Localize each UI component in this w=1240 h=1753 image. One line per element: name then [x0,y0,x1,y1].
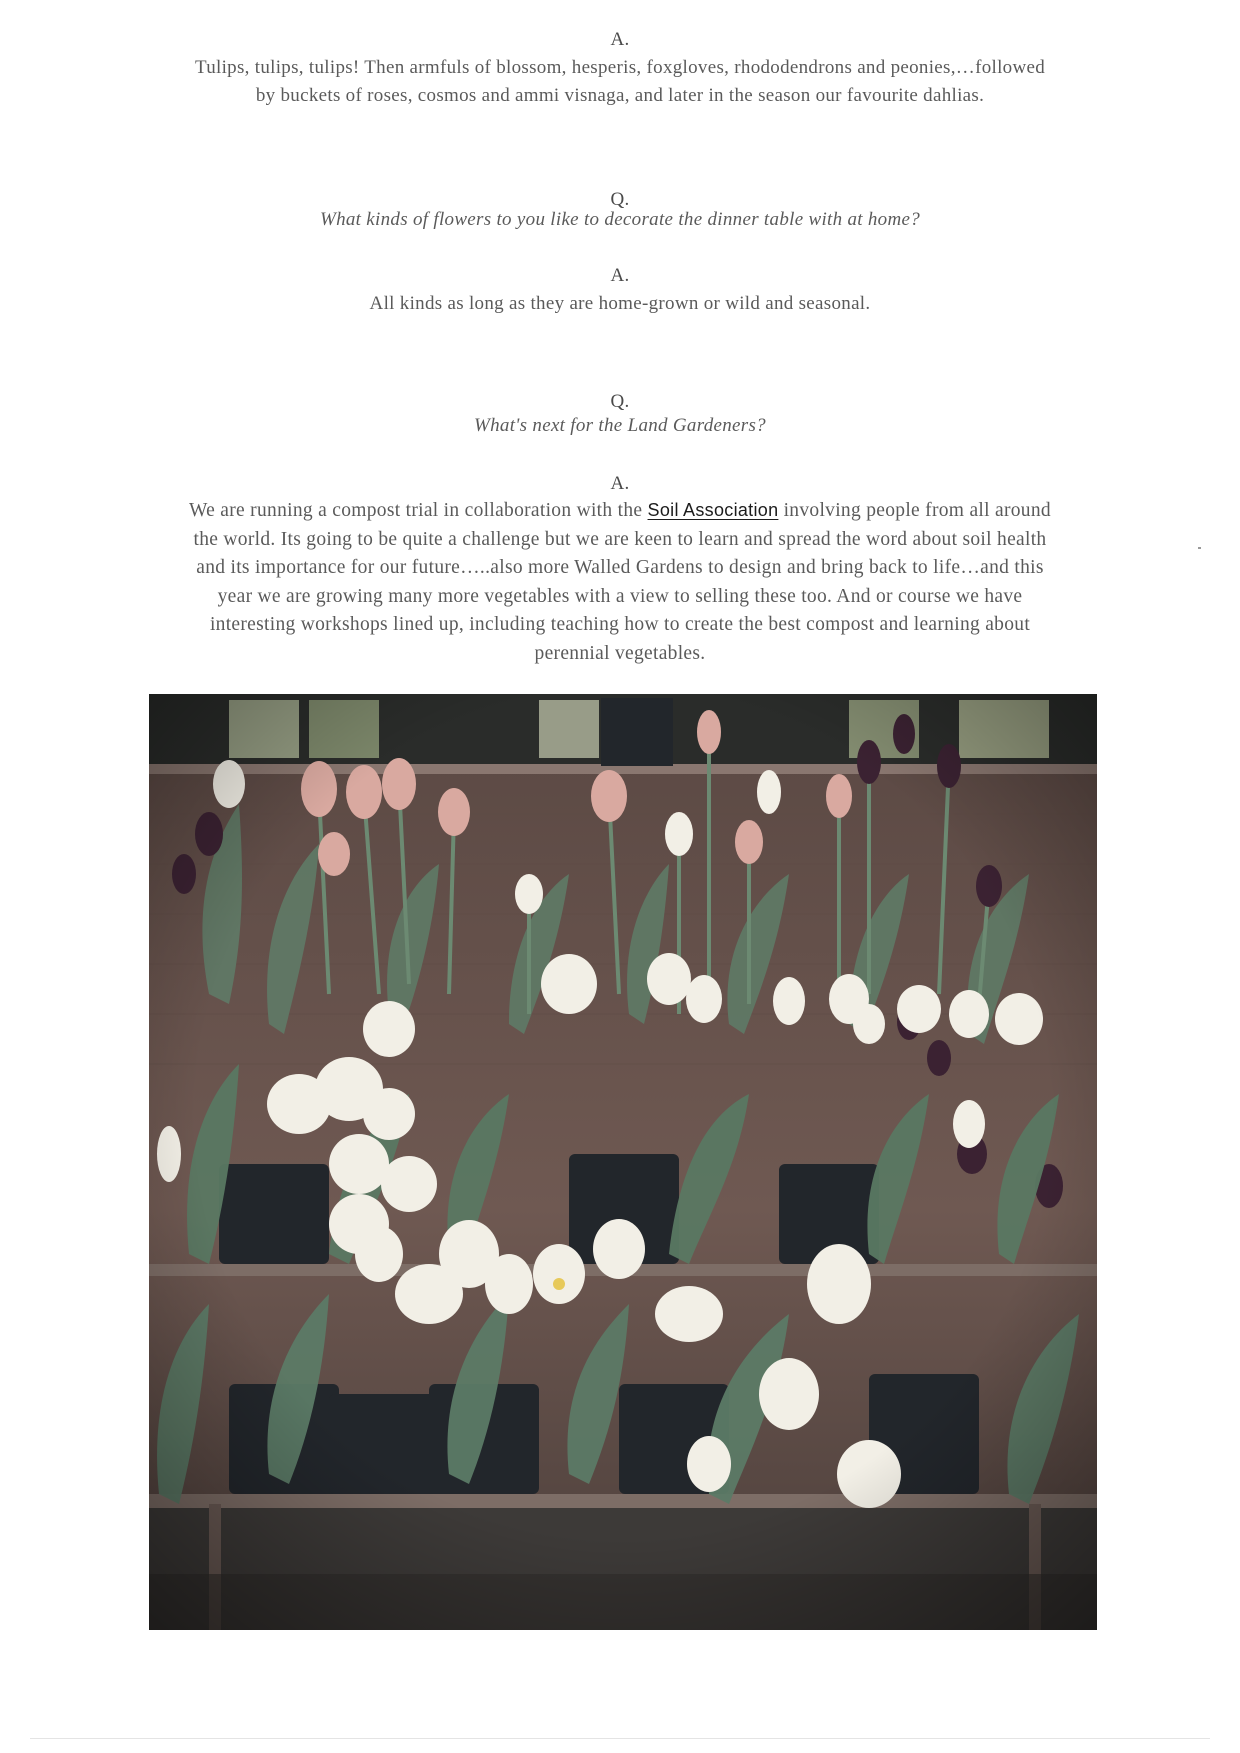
answer-text-line: perennial vegetables. [534,642,706,664]
answer-text-fragment: We are running a compost trial in collaboration with the [189,500,648,521]
scan-speck [1198,547,1201,549]
answer-label: A. [610,473,630,494]
answer-paragraph [160,496,1080,668]
tulips-photo [149,694,1097,1630]
answer-text-line: interesting workshops lined up, including teaching how to create the best compost and learning about [209,614,1031,635]
question-text: What's next for the Land Gardeners? [474,415,766,436]
scan-edge-line [30,1738,1210,1739]
answer-text-line: by buckets of roses, cosmos and ammi visnaga, and later in the season our favourite dahlias. [255,85,985,106]
question-label: Q. [610,391,630,412]
question-text: What kinds of flowers to you like to decorate the dinner table with at home? [319,209,921,230]
answer-text: All kinds as long as they are home-grown or wild and seasonal. [369,293,871,314]
answer-text-line: the world. Its going to be quite a challenge but we are keen to learn and spread the word about soil health [193,528,1047,550]
answer-text-line: Tulips, tulips, tulips! Then armfuls of blossom, hesperis, foxgloves, rhododendrons and peonies,…followed [194,57,1046,78]
answer-label: A. [610,265,630,286]
answer-text-line: and its importance for our future…..also more Walled Gardens to design and bring back to life…and this [196,557,1044,578]
answer-label: A. [610,29,630,50]
answer-text-line: year we are growing many more vegetables with a view to selling these too. And or course we have [217,585,1023,607]
answer-text-fragment: involving people from all around [778,500,1051,521]
tulips-photo-illustration [149,694,1097,1630]
question-label: Q. [610,189,630,210]
soil-association-link[interactable]: Soil Association [647,500,779,520]
answer-text-line [160,496,1080,526]
photo-vignette [149,694,1097,1630]
